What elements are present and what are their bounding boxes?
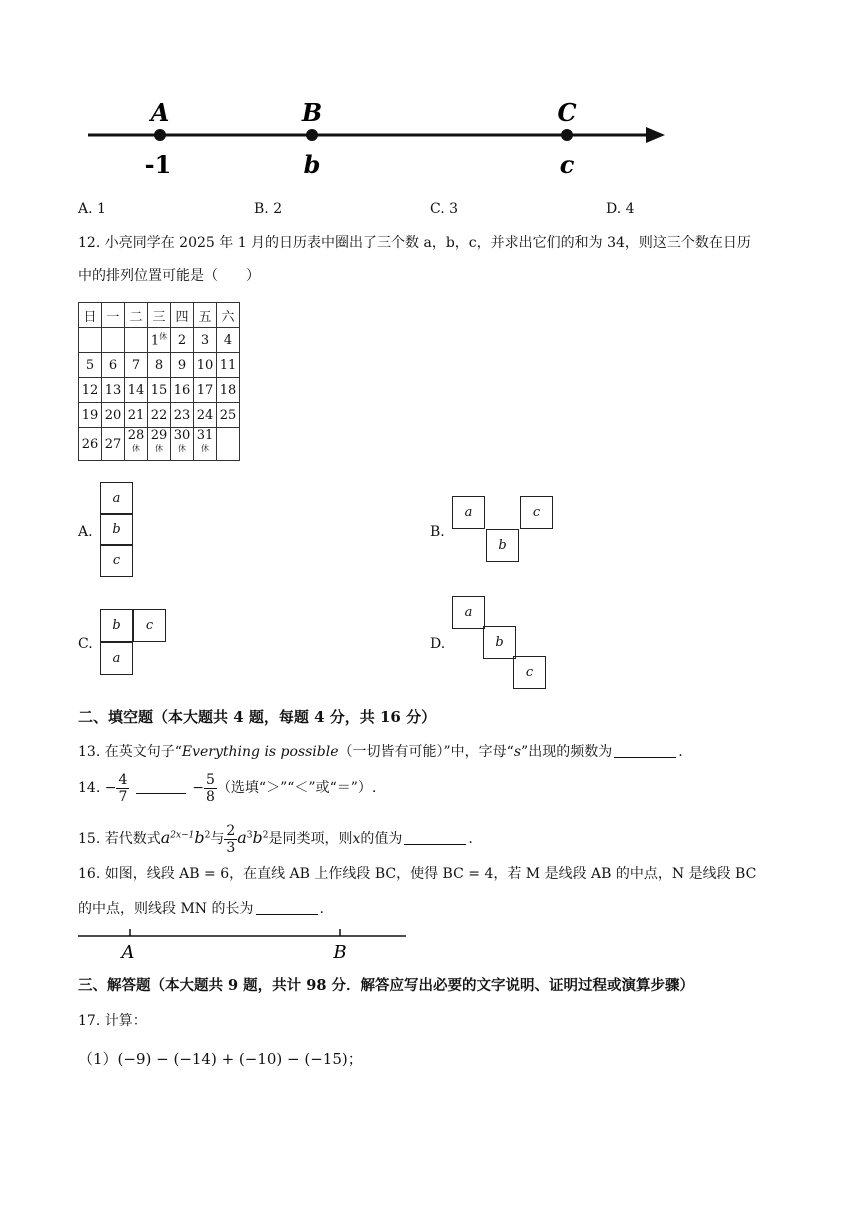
calendar-cell: 8 (148, 353, 171, 378)
q11-option-b: B. 2 (254, 201, 283, 217)
calendar-header-cell: 四 (171, 303, 194, 328)
option-a-cell-c: c (100, 544, 133, 577)
q12-option-c-label: C. (78, 636, 93, 652)
q16-line2: 的中点，则线段 MN 的长为 . (78, 901, 324, 917)
option-a-cell-b: b (100, 513, 133, 546)
fraction-5-8: $\frac{5}{8}$ (206, 771, 215, 805)
calendar-cell: 17 (194, 378, 217, 403)
calendar-table (78, 302, 240, 461)
q12-stem-line2: 中的排列位置可能是（ ） (78, 268, 260, 284)
point-a-letter: A (150, 98, 170, 127)
calendar-cell: 9 (171, 353, 194, 378)
calendar-cell: 3 (194, 328, 217, 353)
section2-title: 二、填空题（本大题共 4 题，每题 4 分，共 16 分） (78, 708, 437, 726)
calendar-cell (217, 428, 240, 461)
calendar-cell: 22 (148, 403, 171, 428)
calendar-cell: 16 (171, 378, 194, 403)
q12-stem-line1: 12. 小亮同学在 2025 年 1 月的日历表中圈出了三个数 a，b，c，并求出它们的和为 34，则这三个数在日历 (78, 235, 751, 251)
q12-option-b-label: B. (430, 524, 445, 540)
option-c-cell-b: b (100, 609, 133, 642)
q12-option-d-label: D. (430, 636, 446, 652)
segment-label-b: B (333, 942, 347, 963)
calendar-cell: $31^休$ (194, 428, 217, 461)
q14: 14. − $\frac{4}{7}$ − $\frac{5}{8}$ （选填“＞”“＜”或“＝”）. (78, 771, 377, 805)
calendar-cell: 15 (148, 378, 171, 403)
q17-part1: （1）(−9) − (−14) + (−10) − (−15)； (78, 1050, 363, 1068)
calendar-cell: 7 (125, 353, 148, 378)
fraction-2-3: $\frac{2}{3}$ (226, 822, 236, 856)
calendar-cell (79, 328, 102, 353)
calendar-row (79, 403, 240, 428)
calendar-cell (102, 328, 125, 353)
option-c-cell-a: a (100, 642, 133, 675)
point-b-value: b (303, 150, 321, 179)
q16-line1: 16. 如图，线段 AB = 6，在直线 AB 上作线段 BC，使得 BC = 4，若 M 是线段 AB 的中点，N 是线段 BC (78, 866, 757, 882)
calendar-row (79, 378, 240, 403)
holiday-mark: 休 (178, 444, 186, 453)
calendar-cell: 4 (217, 328, 240, 353)
calendar-cell: 6 (102, 353, 125, 378)
holiday-mark: 休 (159, 332, 168, 342)
calendar-row (79, 353, 240, 378)
answer-blank[interactable] (136, 779, 186, 794)
answer-blank[interactable] (614, 743, 676, 758)
calendar-cell: 11 (217, 353, 240, 378)
calendar-header-cell: 五 (194, 303, 217, 328)
q17-title: 17. 计算： (78, 1013, 147, 1029)
calendar-cell: 10 (194, 353, 217, 378)
q13: 13. 在英文句子“Everything is possible（一切皆有可能）”中，字母“s”出现的频数为 . (78, 744, 683, 760)
q12-option-a-label: A. (78, 524, 93, 540)
answer-blank[interactable] (256, 900, 318, 915)
q11-option-c: C. 3 (430, 201, 459, 217)
calendar-cell: 21 (125, 403, 148, 428)
calendar-header-cell: 六 (217, 303, 240, 328)
option-c-cell-c: c (133, 609, 166, 642)
holiday-mark: 休 (201, 444, 209, 453)
calendar-header-cell: 二 (125, 303, 148, 328)
calendar-cell: 25 (217, 403, 240, 428)
option-b-cell-c: c (520, 496, 553, 529)
calendar-cell: $1^休$ (148, 328, 171, 353)
calendar-cell: 26 (79, 428, 102, 461)
option-b-cell-b: b (486, 529, 519, 562)
holiday-mark: 休 (132, 444, 140, 453)
option-d-cell-c: c (513, 656, 546, 689)
calendar-header-cell: 三 (148, 303, 171, 328)
option-a-cell-a: a (100, 482, 133, 515)
calendar-header-cell: 一 (102, 303, 125, 328)
option-b-cell-a: a (452, 496, 485, 529)
calendar-cell: 23 (171, 403, 194, 428)
segment-figure (78, 925, 408, 965)
calendar-cell: 5 (79, 353, 102, 378)
point-a-value: -1 (144, 150, 172, 179)
calendar-cell: $29^休$ (148, 428, 171, 461)
calendar-cell: 14 (125, 378, 148, 403)
segment-label-a: A (121, 942, 135, 963)
q11-option-d: D. 4 (606, 201, 635, 217)
fraction-4-7: $\frac{4}{7}$ (118, 771, 128, 805)
calendar-cell: 18 (217, 378, 240, 403)
calendar-cell: 27 (102, 428, 125, 461)
calendar-cell: 13 (102, 378, 125, 403)
calendar-cell: $30^休$ (171, 428, 194, 461)
calendar-row (79, 428, 240, 461)
calendar-header-cell: 日 (79, 303, 102, 328)
calendar-row (79, 328, 240, 353)
calendar-cell: 20 (102, 403, 125, 428)
point-c-letter: C (557, 98, 577, 127)
number-line-figure (80, 95, 680, 185)
calendar-cell: $28^休$ (125, 428, 148, 461)
calendar-cell: 2 (171, 328, 194, 353)
point-b-letter: B (301, 98, 323, 127)
holiday-mark: 休 (155, 444, 163, 453)
answer-blank[interactable] (404, 830, 466, 845)
calendar-cell: 19 (79, 403, 102, 428)
option-d-cell-a: a (452, 596, 485, 629)
calendar-cell: 12 (79, 378, 102, 403)
calendar-cell (125, 328, 148, 353)
section3-title: 三、解答题（本大题共 9 题，共计 98 分．解答应写出必要的文字说明、证明过程或演算步骤） (78, 977, 694, 994)
q15: 15. 若代数式$a^{2x-1}b^2$与 $\frac{2}{3}$ $a^3b^2$是同类项，则x的值为 . (78, 822, 473, 856)
calendar-header-row (79, 303, 240, 328)
point-c-value: c (559, 150, 575, 179)
option-d-cell-b: b (483, 626, 516, 659)
calendar-cell: 24 (194, 403, 217, 428)
q11-option-a: A. 1 (78, 201, 106, 217)
